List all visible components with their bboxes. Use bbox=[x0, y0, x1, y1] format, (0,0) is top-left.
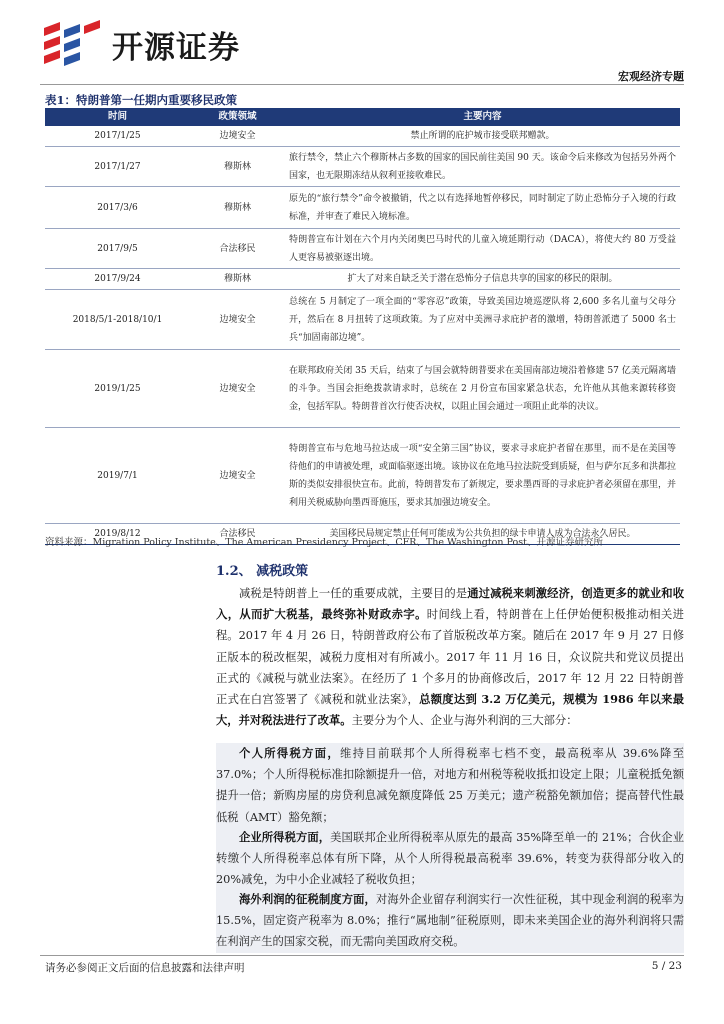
brand-logo bbox=[40, 18, 240, 70]
personal-tax-label: 个人所得税方面， bbox=[239, 746, 341, 760]
row-content: 扩大了对来自缺乏关于潜在恐怖分子信息共享的国家的移民的限制。 bbox=[285, 269, 680, 290]
footer-divider bbox=[40, 955, 684, 956]
table-row bbox=[45, 229, 680, 269]
row-content: 禁止所谓的庇护城市接受联邦赠款。 bbox=[285, 126, 680, 147]
row-date: 2017/9/24 bbox=[45, 269, 190, 290]
table-row bbox=[45, 290, 680, 350]
column-header-content: 主要内容 bbox=[285, 108, 680, 126]
row-date: 2017/9/5 bbox=[45, 229, 190, 269]
row-date: 2017/1/25 bbox=[45, 126, 190, 147]
corporate-tax-box bbox=[216, 827, 684, 891]
row-area: 边境安全 bbox=[190, 126, 285, 147]
table-title: 表1：特朗普第一任期内重要移民政策 bbox=[45, 93, 237, 107]
overseas-profit-text: 对海外企业留存利润实行一次性征税，其中现金利润的税率为 15.5%，固定资产税率为 8.0%；推行“属地制”征税原则，即未来美国企业的海外利润将只需在利润产生的国家交税，而无需向美国政府交税。 bbox=[216, 893, 684, 949]
row-area: 穆斯林 bbox=[190, 147, 285, 187]
row-date: 2018/5/1-2018/10/1 bbox=[45, 290, 190, 350]
corporate-tax-label: 企业所得税方面， bbox=[239, 830, 331, 844]
intro-text: 减税是特朗普上一任的重要成就，主要目的是 bbox=[239, 587, 468, 600]
intro-emphasis: 通过减税来刺激经济，创造更多的就业和收入，从而扩大税基，最终弥补财政赤字。 bbox=[216, 586, 684, 622]
table-row bbox=[45, 147, 680, 187]
personal-tax-box bbox=[216, 743, 684, 828]
report-type: 宏观经济专题 bbox=[618, 70, 684, 83]
section-title: 1.2、 减税政策 bbox=[216, 564, 309, 579]
row-date: 2019/8/12 bbox=[45, 524, 190, 545]
row-area: 合法移民 bbox=[190, 229, 285, 269]
intro-scale: 总额度达到 3.2 万亿美元，规模为 1986 年以来最大，并对税法进行了改革。 bbox=[216, 692, 684, 728]
brand-name: 开源证券 bbox=[112, 29, 240, 66]
table-source: 资料来源：Migration Policy Institute、The American Presidency Project、CFR、The Washington Post、开源证券研究所 bbox=[45, 537, 603, 548]
row-content: 美国移民局规定禁止任何可能成为公共负担的绿卡申请人成为合法永久居民。 bbox=[285, 524, 680, 545]
intro-timeline: 时间线上看，特朗普在上任伊始便积极推动相关进程。2017 年 4 月 26 日，特朗普政府公布了首版税改革方案。随后在 2017 年 9 月 27 日修正版本的税改框架，减税力度相对有所减小。2017 年 11 月 16 日，众议院共和党议员提出正式的《减税与就业法案》。在经历了 1 个多月的协商修改后，2017 年 12 月 22 日特朗普正式在白宫签署了《减税和就业法案》， bbox=[216, 608, 684, 707]
table-header-row bbox=[45, 108, 680, 126]
row-content: 原先的“旅行禁令”命令被撤销，代之以有选择地暂停移民，同时制定了防止恐怖分子入境的行政标准，并审查了难民入境标准。 bbox=[285, 187, 680, 229]
header-divider bbox=[40, 84, 684, 85]
brand-logo-icon bbox=[40, 18, 106, 70]
row-date: 2017/1/27 bbox=[45, 147, 190, 187]
footer-disclaimer: 请务必参阅正文后面的信息披露和法律声明 bbox=[45, 962, 245, 974]
page-number: 5 / 23 bbox=[651, 960, 682, 972]
policy-table bbox=[45, 108, 680, 545]
table-row bbox=[45, 269, 680, 290]
table-row bbox=[45, 350, 680, 428]
row-area: 边境安全 bbox=[190, 350, 285, 428]
overseas-profit-box bbox=[216, 889, 684, 953]
row-content: 总统在 5 月制定了一项全面的“零容忍”政策，导致美国边境巡逻队将 2,600 多名儿童与父母分开，然后在 8 月扭转了这项政策。为了应对中美洲寻求庇护者的激增，特朗普派遣了 5000 名士兵“加固南部边境”。 bbox=[285, 290, 680, 350]
column-header-area: 政策领域 bbox=[190, 108, 285, 126]
row-area: 边境安全 bbox=[190, 290, 285, 350]
tax-intro-paragraph bbox=[216, 583, 684, 731]
corporate-tax-text: 美国联邦企业所得税率从原先的最高 35%降至单一的 21%；合伙企业转缴个人所得税率总体有所下降，从个人所得税最高税率 39.6%，转变为获得部分收入的 20%减免，为中小企业减轻了税收负担； bbox=[216, 831, 684, 887]
overseas-profit-label: 海外利润的征税制度方面， bbox=[239, 892, 376, 906]
table-row bbox=[45, 187, 680, 229]
row-content: 旅行禁令，禁止六个穆斯林占多数的国家的国民前往美国 90 天。该命令后来修改为包括另外两个国家，也无限期冻结从叙利亚接收难民。 bbox=[285, 147, 680, 187]
row-area: 边境安全 bbox=[190, 428, 285, 524]
row-content: 特朗普宣布计划在六个月内关闭奥巴马时代的儿童入境延期行动（DACA），将使大约 80 万受益人更容易被驱逐出境。 bbox=[285, 229, 680, 269]
column-header-date: 时间 bbox=[45, 108, 190, 126]
row-area: 穆斯林 bbox=[190, 187, 285, 229]
table-row bbox=[45, 126, 680, 147]
row-content: 特朗普宣布与危地马拉达成一项“安全第三国”协议，要求寻求庇护者留在那里，而不是在美国等待他们的申请被处理，或面临驱逐出境。该协议在危地马拉法院受到质疑，但与萨尔瓦多和洪都拉斯的类似安排很快宣布。此前，特朗普发布了新规定，要求墨西哥的寻求庇护者必须留在那里，并利用关税威胁向墨西哥施压，要求其加强边境安全。 bbox=[285, 428, 680, 524]
row-date: 2019/7/1 bbox=[45, 428, 190, 524]
row-date: 2019/1/25 bbox=[45, 350, 190, 428]
row-date: 2017/3/6 bbox=[45, 187, 190, 229]
table-row bbox=[45, 428, 680, 524]
personal-tax-text: 维持目前联邦个人所得税率七档不变，最高税率从 39.6%降至 37.0%；个人所得税标准扣除额提升一倍，对地方和州税等税收抵扣设定上限；儿童税抵免额提升一倍；新购房屋的房贷利息减免额度降低 25 万美元；遗产税豁免额加倍；提高替代性最低税（AMT）豁免额； bbox=[216, 747, 684, 824]
row-area: 合法移民 bbox=[190, 524, 285, 545]
intro-parts: 主要分为个人、企业与海外利润的三大部分： bbox=[351, 714, 578, 728]
row-area: 穆斯林 bbox=[190, 269, 285, 290]
row-content: 在联邦政府关闭 35 天后，结束了与国会就特朗普要求在美国南部边境沿着修建 57 亿美元隔离墙的斗争。当国会拒绝拨款请求时，总统在 2 月份宣布国家紧急状态，允许他从其他来源转移资金，包括军队。特朗普首次行使否决权，以阻止国会通过一项阻止此举的决议。 bbox=[285, 350, 680, 428]
